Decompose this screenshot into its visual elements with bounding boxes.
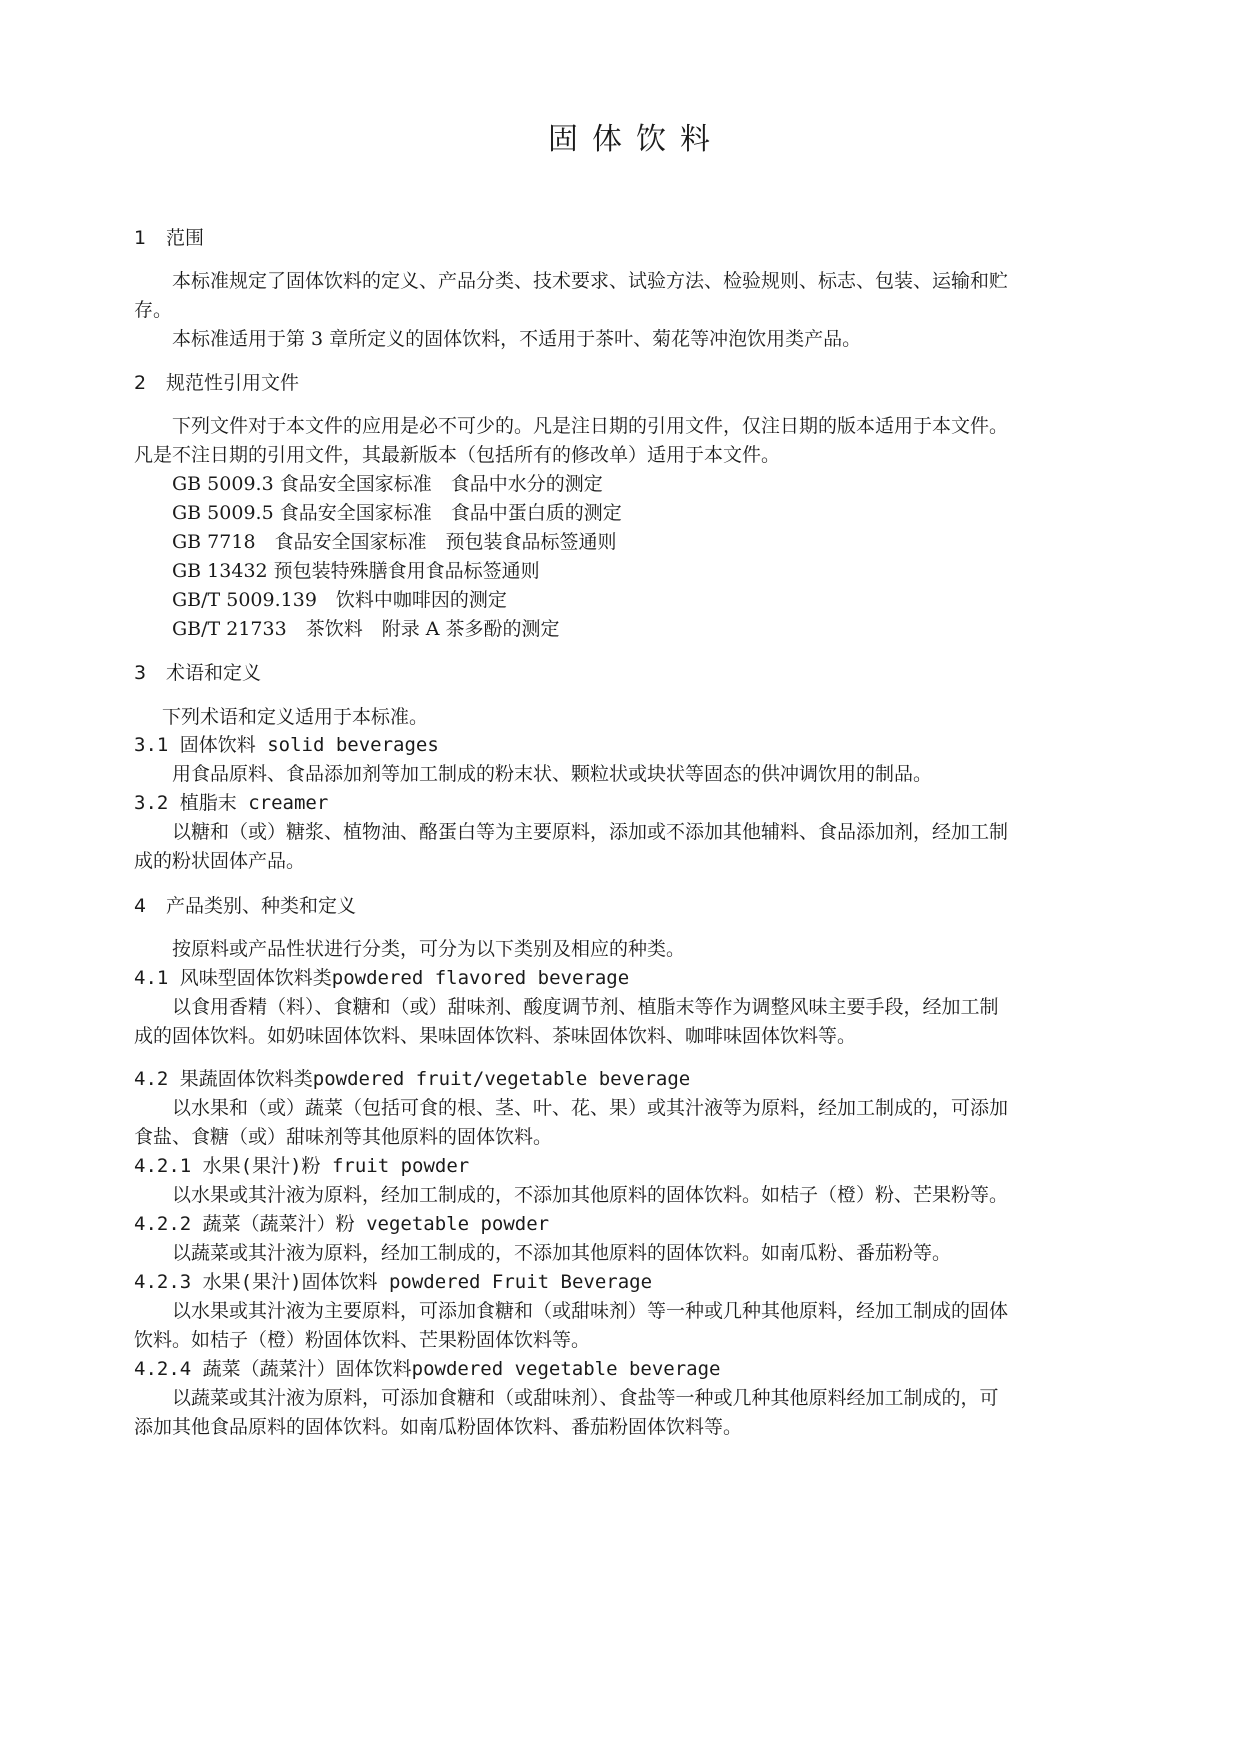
category-definition: 成的固体饮料。如奶味固体饮料、果味固体饮料、茶味固体饮料、咖啡味固体饮料等。 — [134, 1025, 857, 1047]
section-4-heading — [134, 893, 356, 919]
section-title: 产品类别、种类和定义 — [166, 895, 357, 917]
section-2-heading — [134, 370, 299, 396]
category-heading: 4.2 果蔬固体饮料类powdered fruit/vegetable beverage — [134, 1068, 691, 1090]
reference-item: GB 7718 食品安全国家标准 预包装食品标签通则 — [172, 531, 617, 553]
paragraph: 本标准适用于第 3 章所定义的固体饮料，不适用于茶叶、菊花等冲泡饮用类产品。 — [172, 328, 862, 350]
subcategory-definition: 添加其他食品原料的固体饮料。如南瓜粉固体饮料、番茄粉固体饮料等。 — [134, 1416, 743, 1438]
section-title: 范围 — [166, 227, 205, 249]
term-heading: 3.2 植脂末 creamer — [134, 792, 329, 814]
category-definition: 以食用香精（料）、食糖和（或）甜味剂、酸度调节剂、植脂末等作为调整风味主要手段，经加工制 — [172, 996, 999, 1018]
term-definition: 以糖和（或）糖浆、植物油、酪蛋白等为主要原料，添加或不添加其他辅料、食品添加剂，经加工制 — [172, 821, 1009, 843]
paragraph: 按原料或产品性状进行分类，可分为以下类别及相应的种类。 — [172, 938, 686, 960]
section-title: 规范性引用文件 — [166, 372, 300, 394]
section-number: 1 — [134, 227, 147, 249]
paragraph: 下列文件对于本文件的应用是必不可少的。凡是注日期的引用文件，仅注日期的版本适用于本文件。 — [172, 415, 1009, 437]
subcategory-heading: 4.2.3 水果(果汁)固体饮料 powdered Fruit Beverage — [134, 1271, 653, 1293]
subcategory-definition: 以水果或其汁液为主要原料，可添加食糖和（或甜味剂）等一种或几种其他原料，经加工制成的固体 — [172, 1300, 1009, 1322]
paragraph: 本标准规定了固体饮料的定义、产品分类、技术要求、试验方法、检验规则、标志、包装、运输和贮 — [172, 270, 1009, 292]
paragraph: 下列术语和定义适用于本标准。 — [162, 706, 429, 728]
section-title: 术语和定义 — [166, 662, 262, 684]
paragraph: 存。 — [134, 299, 173, 321]
reference-item: GB/T 21733 茶饮料 附录 A 茶多酚的测定 — [172, 618, 560, 640]
reference-item: GB 13432 预包装特殊膳食用食品标签通则 — [172, 560, 540, 582]
reference-item: GB 5009.3 食品安全国家标准 食品中水分的测定 — [172, 473, 603, 495]
reference-item: GB/T 5009.139 饮料中咖啡因的测定 — [172, 589, 507, 611]
category-heading: 4.1 风味型固体饮料类powdered flavored beverage — [134, 967, 630, 989]
subcategory-definition: 饮料。如桔子（橙）粉固体饮料、芒果粉固体饮料等。 — [134, 1329, 591, 1351]
section-1-heading — [134, 225, 204, 251]
reference-item: GB 5009.5 食品安全国家标准 食品中蛋白质的测定 — [172, 502, 622, 524]
category-definition: 以水果和（或）蔬菜（包括可食的根、茎、叶、花、果）或其汁液等为原料，经加工制成的，可添加 — [172, 1097, 1009, 1119]
term-definition: 用食品原料、食品添加剂等加工制成的粉末状、颗粒状或块状等固态的供冲调饮用的制品。 — [172, 763, 933, 785]
subcategory-definition: 以蔬菜或其汁液为原料，可添加食糖和（或甜味剂）、食盐等一种或几种其他原料经加工制成的，可 — [172, 1387, 999, 1409]
document-title: 固体饮料 — [548, 122, 724, 157]
subcategory-heading: 4.2.2 蔬菜（蔬菜汁）粉 vegetable powder — [134, 1213, 550, 1235]
section-number: 3 — [134, 662, 147, 684]
term-heading: 3.1 固体饮料 solid beverages — [134, 734, 439, 756]
subcategory-heading: 4.2.4 蔬菜（蔬菜汁）固体饮料powdered vegetable beverage — [134, 1358, 721, 1380]
section-3-heading — [134, 660, 261, 686]
subcategory-heading: 4.2.1 水果(果汁)粉 fruit powder — [134, 1155, 470, 1177]
category-definition: 食盐、食糖（或）甜味剂等其他原料的固体饮料。 — [134, 1126, 553, 1148]
subcategory-definition: 以水果或其汁液为原料，经加工制成的，不添加其他原料的固体饮料。如桔子（橙）粉、芒果粉等。 — [172, 1184, 1009, 1206]
paragraph: 凡是不注日期的引用文件，其最新版本（包括所有的修改单）适用于本文件。 — [134, 444, 781, 466]
term-definition: 成的粉状固体产品。 — [134, 850, 306, 872]
subcategory-definition: 以蔬菜或其汁液为原料，经加工制成的，不添加其他原料的固体饮料。如南瓜粉、番茄粉等。 — [172, 1242, 952, 1264]
section-number: 2 — [134, 372, 147, 394]
section-number: 4 — [134, 895, 147, 917]
